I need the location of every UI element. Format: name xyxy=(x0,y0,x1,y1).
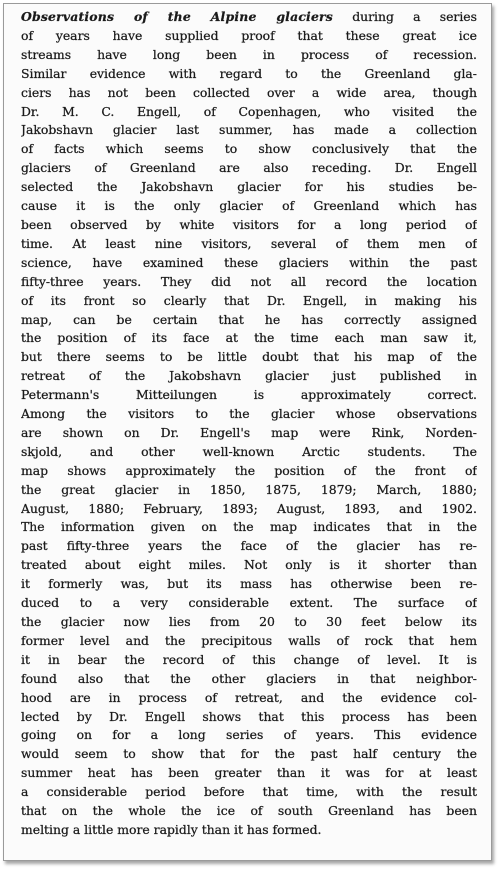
article-line: former level and the precipitous walls of rock that hem xyxy=(21,632,477,648)
article-line: retreat of the Jakobshavn glacier just published in xyxy=(21,368,477,384)
article-line: of its front so clearly that Dr. Engell, in making his xyxy=(21,292,477,308)
article-line: streams have long been in process of recession. xyxy=(21,46,477,62)
article-line: hood are in process of retreat, and the evidence col- xyxy=(21,689,477,705)
article-line: The information given on the map indicates that in the xyxy=(21,519,477,535)
article-line: of years have supplied proof that these great ice xyxy=(21,27,477,43)
article-line: selected the Jakobshavn glacier for his studies be- xyxy=(21,179,477,195)
article-line: are shown on Dr. Engell's map were Rink, Norden- xyxy=(21,424,477,440)
article-line: August, 1880; February, 1893; August, 1893, and 1902. xyxy=(21,500,477,516)
article-line: map shows approximately the position of the front of xyxy=(21,462,477,478)
article-line: but there seems to be little doubt that his map of the xyxy=(21,349,477,365)
article-line: science, have examined these glaciers within the past xyxy=(21,254,477,270)
article-line xyxy=(21,8,477,27)
article-line: cause it is the only glacier of Greenland which has xyxy=(21,198,477,214)
article-line: Petermann's Mitteilungen is approximately correct. xyxy=(21,387,477,403)
article-line: summer heat has been greater than it was for at least xyxy=(21,765,477,781)
article-line: Dr. M. C. Engell, of Copenhagen, who visited the xyxy=(21,103,477,119)
article-line: the position of its face at the time each man saw it, xyxy=(21,330,477,346)
article-line-text: during a series xyxy=(352,9,477,24)
article-line: that on the whole the ice of south Greenland has been xyxy=(21,803,477,819)
article-line: Among the visitors to the glacier whose observations xyxy=(21,406,477,422)
article-line: lected by Dr. Engell shows that this process has been xyxy=(21,708,477,724)
article-line: past fifty-three years the face of the glacier has re- xyxy=(21,538,477,554)
article-line: Jakobshavn glacier last summer, has made a collection xyxy=(21,122,477,138)
article-headline: Observations of the Alpine glaciers xyxy=(21,9,333,24)
newspaper-clipping xyxy=(3,3,492,861)
article-line: map, can be certain that he has correctly assigned xyxy=(21,311,477,327)
article-line: glaciers of Greenland are also receding. Dr. Engell xyxy=(21,160,477,176)
article-line: would seem to show that for the past half century the xyxy=(21,746,477,762)
article-line: melting a little more rapidly than it has formed. xyxy=(21,821,322,837)
article-line: been observed by white visitors for a long period of xyxy=(21,216,477,232)
article-body xyxy=(21,8,477,840)
article-line: skjold, and other well-known Arctic students. The xyxy=(21,443,477,459)
article-line: it formerly was, but its mass has otherwise been re- xyxy=(21,576,477,592)
article-line: treated about eight miles. Not only is it shorter than xyxy=(21,557,477,573)
article-line: ciers has not been collected over a wide area, though xyxy=(21,84,477,100)
article-line: duced to a very considerable extent. The surface of xyxy=(21,595,477,611)
article-line: a considerable period before that time, with the result xyxy=(21,784,477,800)
article-line: found also that the other glaciers in that neighbor- xyxy=(21,670,477,686)
article-line: Similar evidence with regard to the Greenland gla- xyxy=(21,65,477,81)
article-line: the great glacier in 1850, 1875, 1879; March, 1880; xyxy=(21,481,477,497)
article-line: it in bear the record of this change of level. It is xyxy=(21,651,477,667)
article-line: going on for a long series of years. This evidence xyxy=(21,727,477,743)
article-line: of facts which seems to show conclusively that the xyxy=(21,141,477,157)
article-line: fifty-three years. They did not all record the location xyxy=(21,273,477,289)
article-line: time. At least nine visitors, several of them men of xyxy=(21,235,477,251)
article-line: the glacier now lies from 20 to 30 feet below its xyxy=(21,614,477,629)
